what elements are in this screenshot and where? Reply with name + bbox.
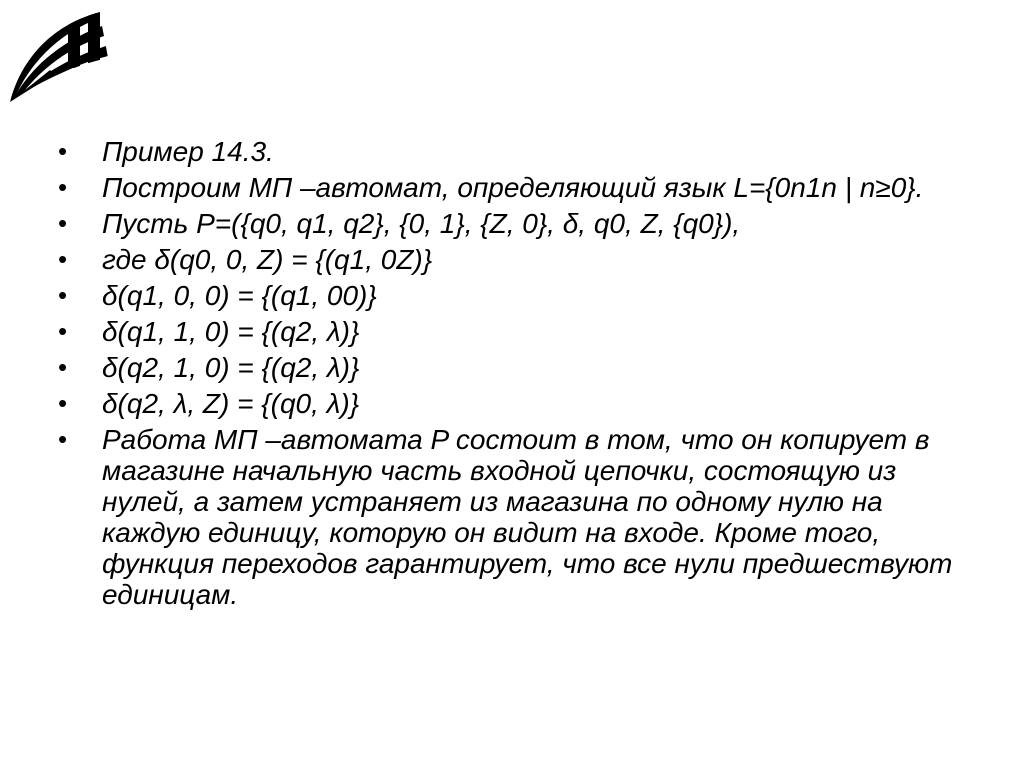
bullet-marker: • bbox=[58, 352, 68, 382]
logo-icon bbox=[8, 8, 110, 104]
bullet-item-transition-5 bbox=[56, 388, 976, 419]
bullet-marker: • bbox=[58, 280, 68, 310]
bullet-item-language-definition bbox=[56, 172, 976, 203]
bullet-item-transition-4 bbox=[56, 352, 976, 383]
bullet-item-transition-2 bbox=[56, 280, 976, 311]
bullet-item-transition-1 bbox=[56, 244, 976, 275]
bullet-text: δ(q1, 0, 0) = {(q1, 00)} bbox=[102, 280, 377, 311]
bullet-item-transition-3 bbox=[56, 316, 976, 347]
bullet-marker: • bbox=[58, 388, 68, 418]
bullet-text: Пример 14.3. bbox=[102, 136, 274, 167]
bullet-marker: • bbox=[58, 172, 68, 202]
bullet-text: Работа МП –автомата P состоит в том, что он копирует в магазине начальную часть входной цепочки, состоящую из нулей, а затем устраняет из магазина по одному нулю на каждую единицу, которую он видит на входе. Кроме того, функция переходов гарантирует, что все нули предшествуют единицам. bbox=[102, 424, 953, 610]
bullet-marker: • bbox=[58, 136, 68, 166]
bullet-text: δ(q2, 1, 0) = {(q2, λ)} bbox=[102, 352, 360, 383]
bullet-text: где δ(q0, 0, Z) = {(q1, 0Z)} bbox=[102, 244, 433, 275]
bullet-marker: • bbox=[58, 244, 68, 274]
bullet-text: Построим МП –автомат, определяющий язык L={0n1n | n≥0}. bbox=[102, 172, 924, 203]
slide-bullet-list bbox=[56, 136, 976, 615]
bullet-text: δ(q1, 1, 0) = {(q2, λ)} bbox=[102, 316, 360, 347]
bullet-item-explanation bbox=[56, 424, 976, 610]
bullet-marker: • bbox=[58, 316, 68, 346]
bullet-marker: • bbox=[58, 208, 68, 238]
bullet-marker: • bbox=[58, 424, 68, 454]
bullet-text: Пусть P=({q0, q1, q2}, {0, 1}, {Z, 0}, δ, q0, Z, {q0}), bbox=[102, 208, 741, 239]
bullet-text: δ(q2, λ, Z) = {(q0, λ)} bbox=[102, 388, 360, 419]
bullet-item-example-title bbox=[56, 136, 976, 167]
bullet-item-automaton-tuple bbox=[56, 208, 976, 239]
